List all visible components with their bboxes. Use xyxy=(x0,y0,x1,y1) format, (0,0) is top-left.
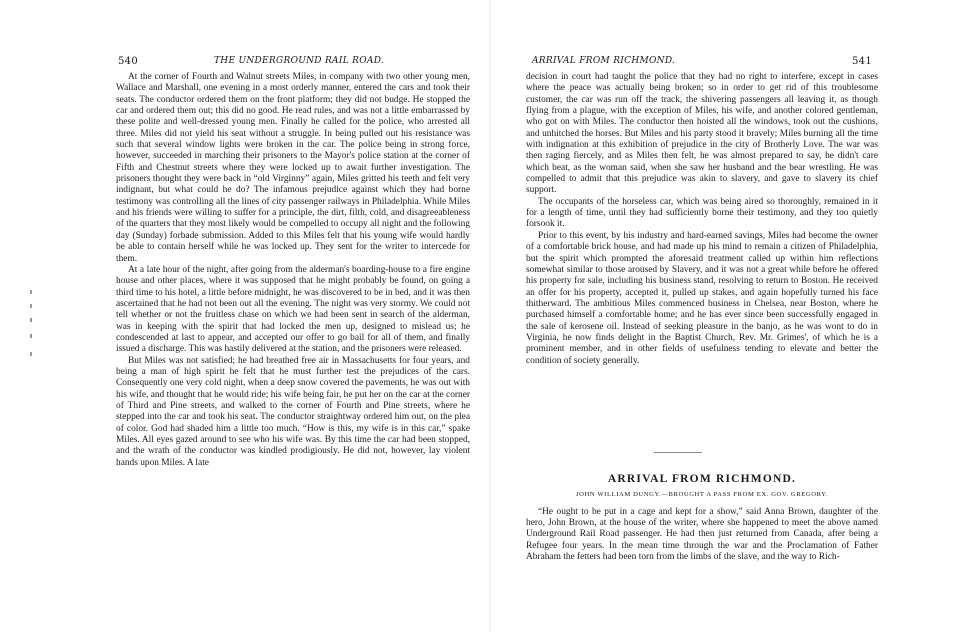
left-page-number: 540 xyxy=(118,56,138,67)
right-paragraph: Prior to this event, by his industry and hard-earned savings, Miles had become the owner of a comfortable brick house, and had made up his mind to remain a citizen of Philadelphia, but the spirit which prompted the aforesaid treatment called up within him reflections somewhat similar to those aroused by Slavery, and it was not a great while before he offered his property for sale, including his business stand, resolving to return to Boston. He received an offer for his property, accepted it, pulled up stakes, and again hopefully turned his face thitherward. The ambitious Miles commenced business in Chelsea, near Boston, where he purchased himself a comfortable home; and he has ever since been successfully engaged in the sale of kerosene oil. Instead of seeking pleasure in the banjo, as he was wont to do in Virginia, he now finds delight in the Baptist Church, Rev. Mr. Grimes', of which he is a prominent member, and in other fields of usefulness tending to elevate and better the condition of society generally. xyxy=(526,230,878,366)
right-page-number: 541 xyxy=(852,56,872,67)
section-paragraph: “He ought to be put in a cage and kept for a show,” said Anna Brown, daughter of the hero, John Brown, at the house of the writer, where she happened to meet the above named Underground Rail Road passenger. He had then just returned from Canada, after being a Refugee four years. In the mean time through the war and the Proclamation of Father Abraham the fetters had been torn from the limbs of the slave, and the way to Rich- xyxy=(526,506,878,563)
page-margin-specks xyxy=(30,290,34,360)
section-divider-rule xyxy=(654,452,702,453)
left-running-head: THE UNDERGROUND RAIL ROAD. xyxy=(214,56,385,66)
right-running-head: ARRIVAL FROM RICHMOND. xyxy=(532,56,676,66)
section-subheading: JOHN WILLIAM DUNGY.—BROUGHT A PASS FROM EX. GOV. GREGORY. xyxy=(575,491,829,499)
right-text-column xyxy=(526,72,878,367)
right-page xyxy=(490,0,980,632)
right-paragraph: decision in court had taught the police that they had no right to interfere, except in cases where the peace was actually being broken; so in order to get rid of this troublesome customer, the car was run off the track, the shivering passengers all leaving it, as though flying from a plague, with the exception of Miles, his wife, and another colored gentleman, who got on with Miles. The conductor then hoisted all the windows, took out the cushions, and unhitched the horses. But Miles and his party stood it bravely; Miles burning all the time with indignation at this exhibition of prejudice in the city of Brotherly Love. The war was then raging fiercely, and as Miles then felt, he was almost prepared to say, he didn't care which beat, as the woman said, when she saw her husband and the bear wrestling. He was compelled to admit that this prejudice was akin to slavery, and gave to slavery its chief support. xyxy=(526,72,878,196)
left-text-column xyxy=(116,72,470,469)
section-heading: ARRIVAL FROM RICHMOND. xyxy=(607,473,797,485)
section-block xyxy=(526,474,878,563)
left-paragraph: At a late hour of the night, after going from the alderman's boarding-house to a fire engine house and other places, where it was supposed that he might probably be found, on going a third time to his hotel, a little before midnight, he was discovered to be in bed, and it was then ascertained that he had not been out all the evening. The night was very stormy. We could not tell whether or not the fruitless chase on which we had been sent in search of the alderman, was in keeping with the spirit that had locked the men up, designed to mislead us; he condescended at last to appear, and accepted our offer to go bail for all of them, and finally issued a discharge. This was hastily delivered at the station, and the prisoners were released. xyxy=(116,264,470,355)
left-paragraph: At the corner of Fourth and Walnut streets Miles, in company with two other young men, Wallace and Marshall, one evening in a most orderly manner, entered the cars and took their seats. The conductor ordered them on the front platform; they did not budge. He stopped the car and ordered them out; this did no good. He read rules, and was not a little embarrassed by these polite and well-dressed young men. Finally he called for the police, who arrested all three. Miles did not yield his seat without a struggle. In being pulled out his resistance was such that several window lights were broken in the car. The police being in strong force, however, succeeded in marching their prisoners to the Mayor's police station at the corner of Fifth and Chestnut streets where they were locked up to await further investigation. The prisoners thought they were back in “old Virginny” again, Miles gritted his teeth and felt very indignant, but what could he do? The infamous prejudice against which they had borne testimony was controlling all the lines of city passenger railways in Philadelphia. While Miles and his friends were willing to suffer for a principle, the dirt, filth, cold, and disagreeableness of the quarters that they most likely would be compelled to occupy all night and the following day (Sunday) forbade submission. Added to this Miles felt that his young wife would hardly be able to contain herself while he was locked up. They sent for the writer to intercede for them. xyxy=(116,72,470,264)
left-paragraph: But Miles was not satisfied; he had breathed free air in Massachusetts for four years, and being a man of high spirit he felt that he must further test the prejudices of the cars. Consequently one very cold night, when a deep snow covered the pavements, he was out with his wife, and thought that he would ride; his wife being fair, he put her on the car at the corner of Third and Pine streets, and walked to the corner of Fourth and Pine streets, where he stepped into the car and took his seat. The conductor straightway ordered him out, on the plea of color. God had shaded him a little too much. “How is this, my wife is in this car,” spake Miles. All eyes gazed around to see who his wife was. By this time the car had been stopped, and the wrath of the conductor was kindled prodigiously. He did not, however, lay violent hands upon Miles. A late xyxy=(116,355,470,468)
right-paragraph: The occupants of the horseless car, which was being aired so thoroughly, remained in it for a length of time, until they had sufficiently borne their testimony, and they too quietly forsook it. xyxy=(526,196,878,230)
